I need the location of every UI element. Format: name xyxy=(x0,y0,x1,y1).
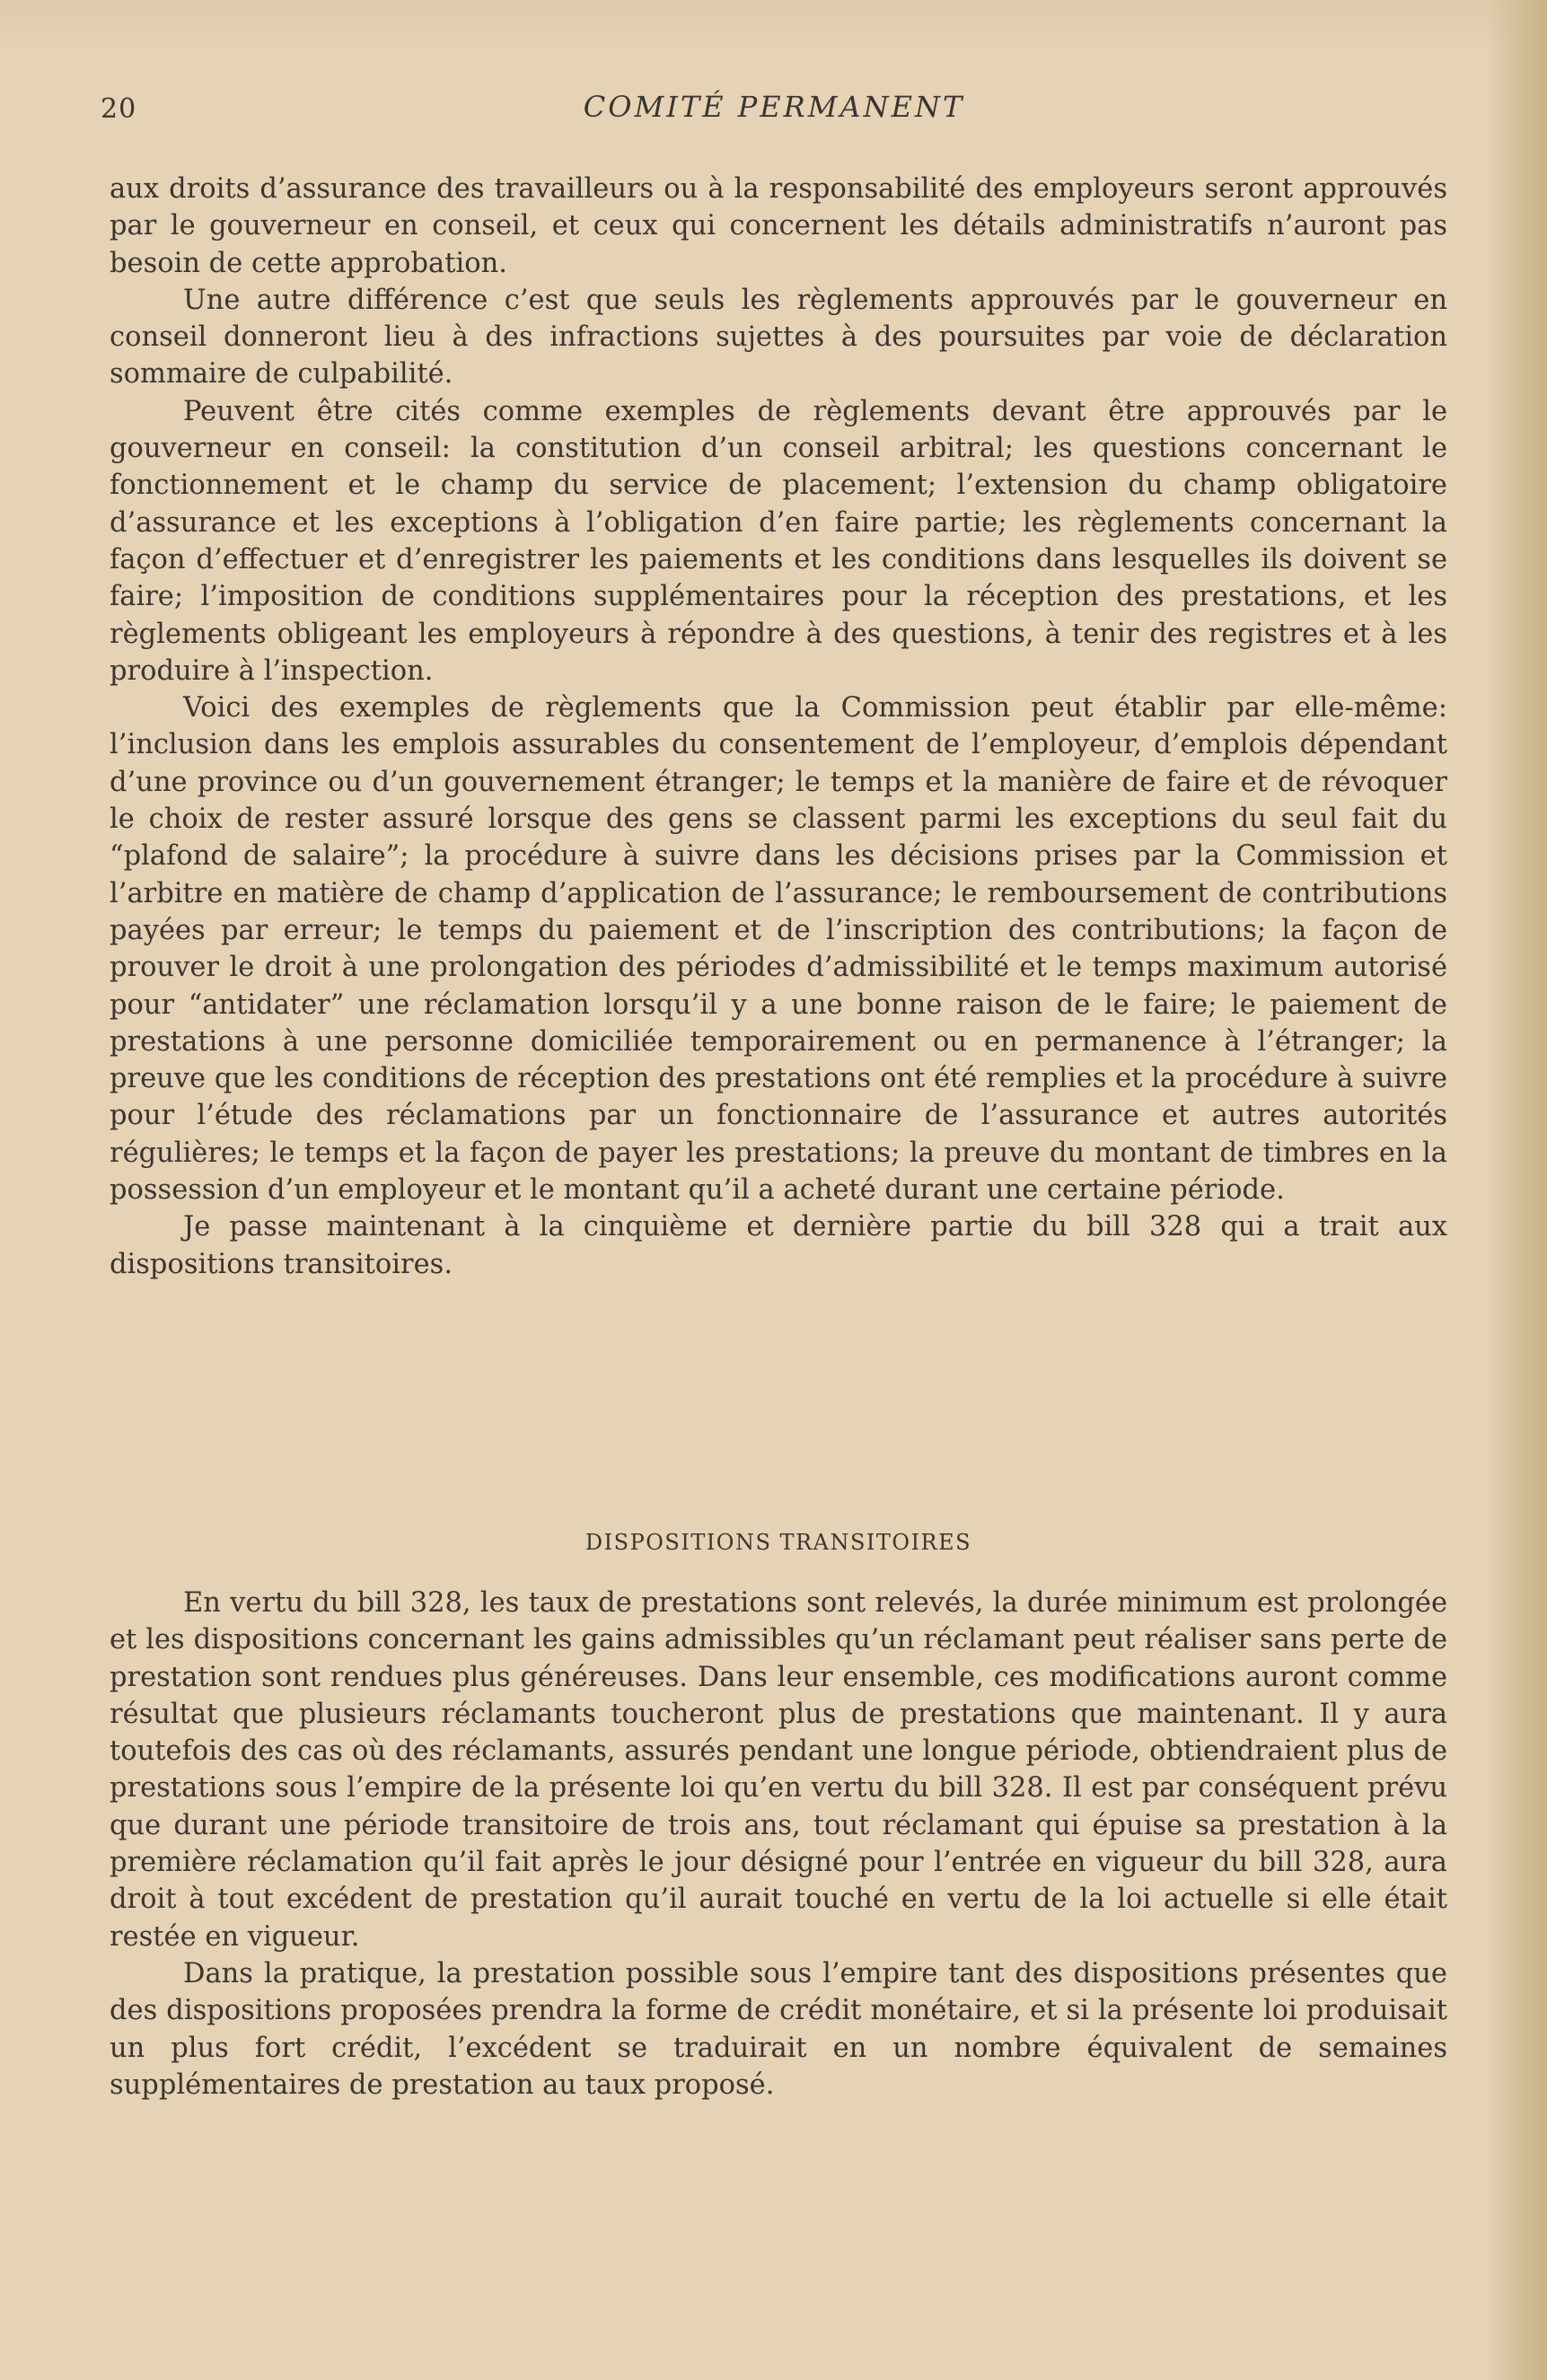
paragraph: En vertu du bill 328, les taux de prestations sont relevés, la durée minimum est prolongée et les dispositions concernant les gains admissibles qu’un réclamant peut réaliser sans perte de prestation sont rendues plus généreuses. Dans leur ensemble, ces modifications auront comme résultat que plusieurs réclamants toucheront plus de prestations que maintenant. Il y aura toutefois des cas où des réclamants, assurés pendant une longue période, obtiendraient plus de prestations sous l’empire de la présente loi qu’en vertu du bill 328. Il est par conséquent prévu que durant une période transitoire de trois ans, tout réclamant qui épuise sa prestation à la première réclamation qu’il fait après le jour désigné pour l’entrée en vigueur du bill 328, aura droit à tout excédent de prestation qu’il aurait touché en vertu de la loi actuelle si elle était restée en vigueur. xyxy=(110,1587,1447,1953)
paragraph: Peuvent être cités comme exemples de règlements devant être approuvés par le gouverneur en conseil: la constitution d’un conseil arbitral; les questions concernant le fonctionnement et le champ du service de placement; l’extension du champ obligatoire d’assurance et les exceptions à l’obligation d’en faire partie; les règlements concernant la façon d’effectuer et d’enregistrer les paiements et les conditions dans lesquelles ils doivent se faire; l’imposition de conditions supplémentaires pour la réception des prestations, et les règlements obligeant les employeurs à répondre à des questions, à tenir des registres et à les produire à l’inspection. xyxy=(110,395,1447,687)
paragraph: Voici des exemples de règlements que la Commission peut établir par elle-même: l’inclusion dans les emplois assurables du consentement de l’employeur, d’emplois dépendant d’une province ou d’un gouvernement étranger; le temps et la manière de faire et de révoquer le choix de rester assuré lorsque des gens se classent parmi les exceptions du seul fait du “plafond de salaire”; la procédure à suivre dans les décisions prises par la Commission et l’arbitre en matière de champ d’application de l’assurance; le remboursement de contributions payées par erreur; le temps du paiement et de l’inscription des contributions; la façon de prouver le droit à une prolongation des périodes d’admissibilité et le temps maximum autorisé pour “antidater” une réclamation lorsqu’il y a une bonne raison de le faire; le paiement de prestations à une personne domiciliée temporairement ou en permanence à l’étranger; la preuve que les conditions de réception des prestations ont été remplies et la procédure à suivre pour l’étude des réclamations par un fonctionnaire de l’assurance et autres autorités régulières; le temps et la façon de payer les prestations; la preuve du montant de timbres en la possession d’un employeur et le montant qu’il a acheté durant une certaine période. xyxy=(110,692,1447,1207)
paragraph: aux droits d’assurance des travailleurs ou à la responsabilité des employeurs seront approuvés par le gouverneur en conseil, et ceux qui concernent les détails administratifs n’auront pas besoin de cette approbation. xyxy=(110,173,1447,279)
body-text-top xyxy=(110,171,1447,1283)
page-number: 20 xyxy=(101,93,137,125)
page-header xyxy=(101,90,1447,135)
page-edge-shadow xyxy=(1484,0,1547,2380)
paragraph: Dans la pratique, la prestation possible sous l’empire tant des dispositions présentes que des dispositions proposées prendra la forme de crédit monétaire, et si la présente loi produisait un plus fort crédit, l’excédent se traduirait en un nombre équivalent de semaines supplémentaires de prestation au taux proposé. xyxy=(110,1957,1447,2101)
section-heading: DISPOSITIONS TRANSITOIRES xyxy=(585,1530,972,1555)
paragraph: Une autre différence c’est que seuls les règlements approuvés par le gouverneur en conseil donneront lieu à des infractions sujettes à des poursuites par voie de déclaration sommaire de culpabilité. xyxy=(110,284,1447,391)
body-text-bottom xyxy=(110,1585,1447,2103)
paragraph: Je passe maintenant à la cinquième et dernière partie du bill 328 qui a trait aux dispositions transitoires. xyxy=(110,1211,1447,1280)
page-shadow xyxy=(0,0,1547,54)
running-title: COMITÉ PERMANENT xyxy=(583,90,965,124)
